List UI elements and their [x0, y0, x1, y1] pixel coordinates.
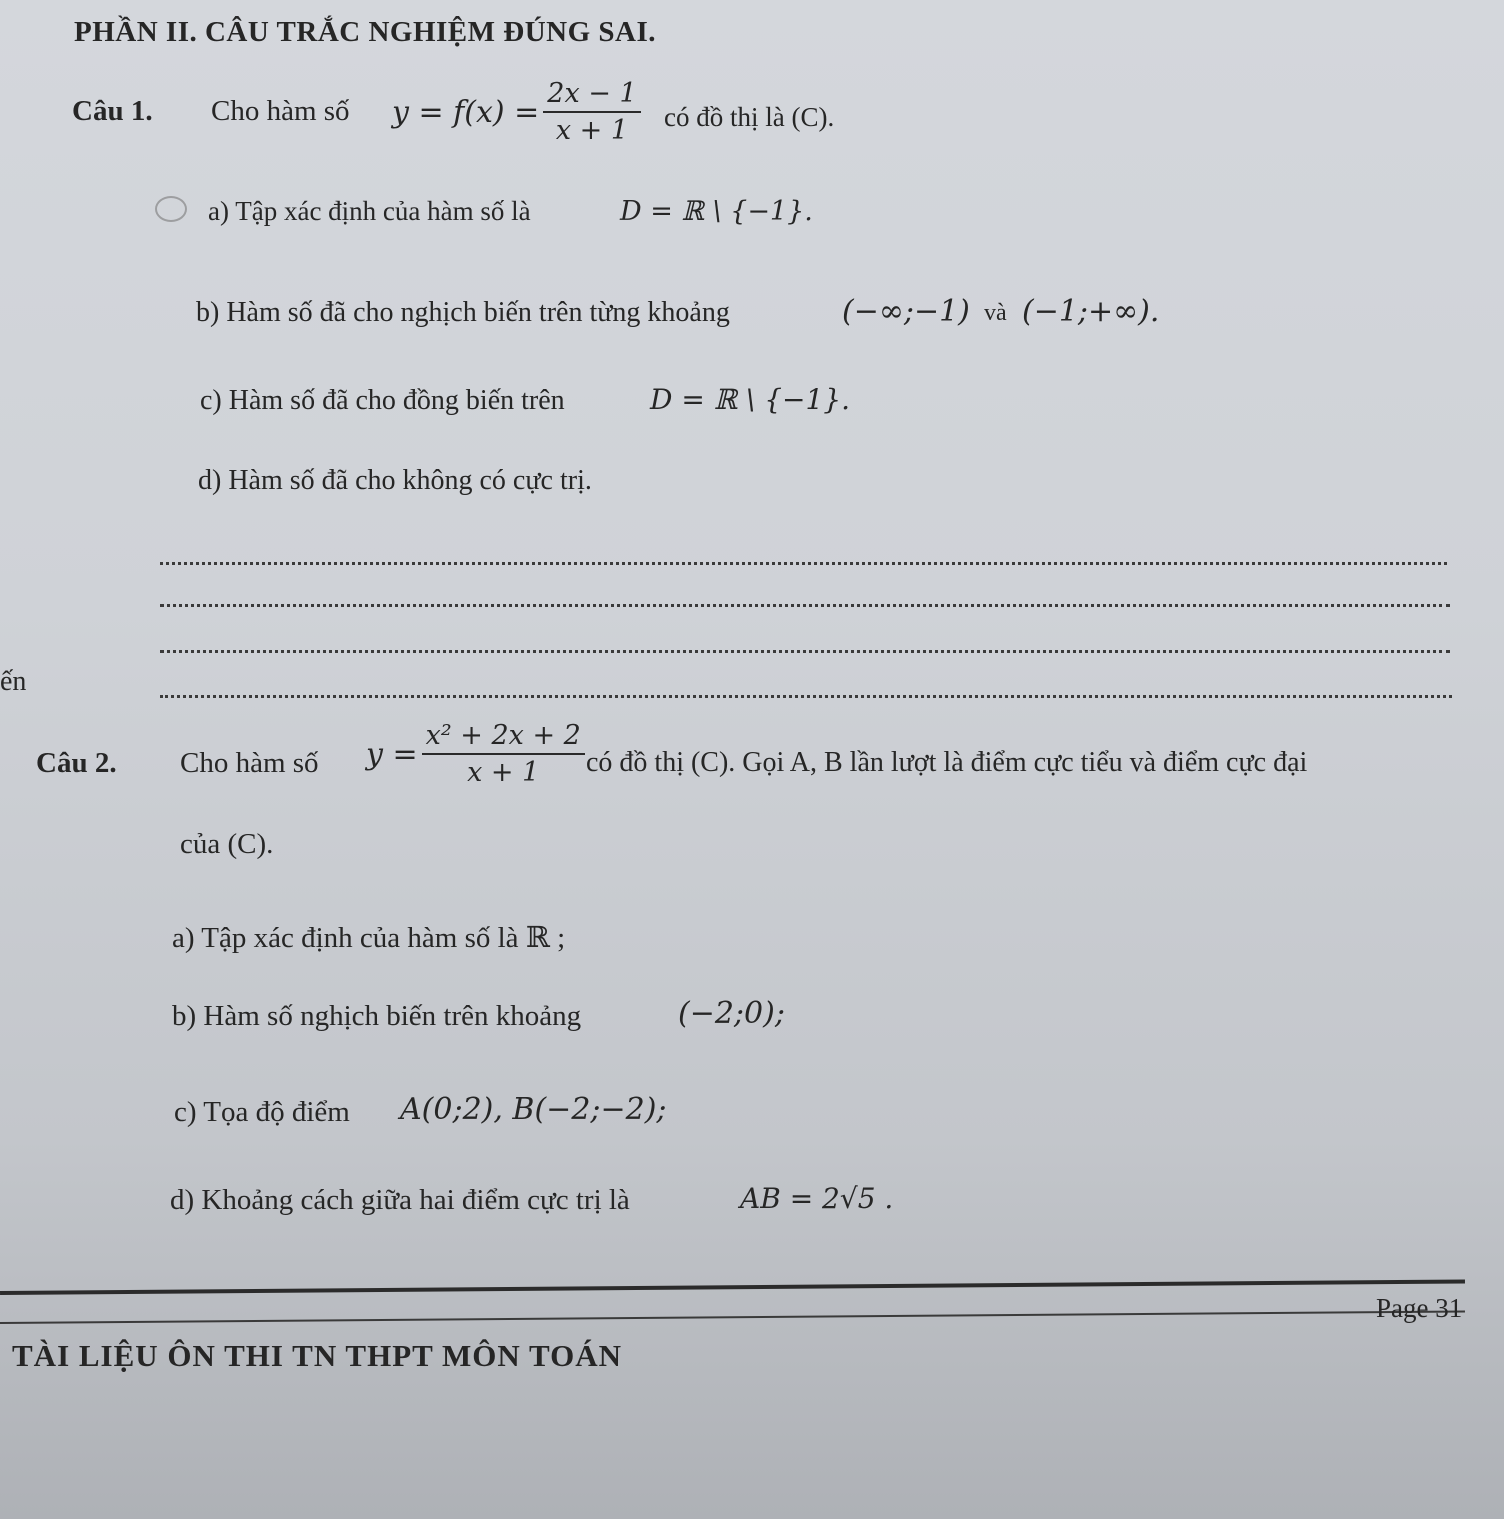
q1-option-c-text: c) Hàm số đã cho đồng biến trên: [200, 385, 565, 416]
q2-option-b-text: b) Hàm số nghịch biến trên khoảng: [172, 1000, 582, 1032]
q2-option-d-math: AB = 2√5 .: [740, 1182, 894, 1215]
question-2-function: [366, 720, 589, 788]
function-lhs: y =: [366, 736, 418, 772]
q2-option-c-math: A(0;2), B(−2;−2);: [400, 1092, 667, 1127]
answer-line-2: [160, 604, 1450, 607]
q1-option-b-and: và: [984, 300, 1007, 326]
fraction-numerator: x² + 2x + 2: [422, 720, 585, 755]
fraction-numerator: 2x − 1: [543, 78, 640, 113]
pen-mark: [155, 196, 187, 222]
q1-option-b-text: b) Hàm số đã cho nghịch biến trên từng khoảng: [196, 297, 730, 328]
footer-rule-thick: [0, 1279, 1465, 1295]
q2-option-d-text: d) Khoảng cách giữa hai điểm cực trị là: [170, 1184, 630, 1216]
function-fraction: [422, 720, 585, 788]
question-1-suffix: có đồ thị là (C).: [664, 102, 835, 132]
q1-option-b-interval-1: (−∞;−1): [842, 294, 970, 329]
fraction-denominator: x + 1: [555, 115, 629, 146]
question-1-intro: Cho hàm số: [211, 95, 350, 127]
q1-option-b-interval-2: (−1;+∞).: [1022, 294, 1160, 329]
page-number: Page 31: [1376, 1293, 1463, 1323]
q1-option-d-text: d) Hàm số đã cho không có cực trị.: [198, 465, 592, 496]
question-2-suffix: có đồ thị (C). Gọi A, B lần lượt là điểm cực tiểu và điểm cực đại: [586, 747, 1308, 778]
footer-title: TÀI LIỆU ÔN THI TN THPT MÔN TOÁN: [12, 1338, 622, 1373]
q2-option-a-text: a) Tập xác định của hàm số là ℝ ;: [172, 922, 566, 954]
function-fraction: [543, 78, 640, 146]
answer-line-1: [160, 562, 1447, 565]
answer-line-4: [160, 695, 1452, 698]
q1-option-a-text: a) Tập xác định của hàm số là: [208, 196, 531, 226]
q2-option-c-text: c) Tọa độ điểm: [174, 1096, 350, 1128]
question-2-intro: Cho hàm số: [180, 747, 319, 779]
question-1-label: Câu 1.: [72, 95, 153, 127]
question-2-label: Câu 2.: [36, 747, 117, 779]
function-lhs: y = f(x) =: [392, 94, 540, 130]
question-1-function: [392, 78, 645, 146]
q2-option-b-math: (−2;0);: [678, 996, 785, 1031]
q1-option-c-math: D = ℝ \ {−1}.: [650, 383, 851, 416]
q1-option-a-math: D = ℝ \ {−1}.: [620, 196, 813, 227]
footer-rule-thin: [0, 1310, 1465, 1324]
section-title: PHẦN II. CÂU TRẮC NGHIỆM ĐÚNG SAI.: [74, 16, 657, 48]
fraction-denominator: x + 1: [467, 757, 540, 788]
question-2-suffix-line-2: của (C).: [180, 828, 274, 860]
edge-fragment-text: ến: [0, 666, 27, 697]
answer-line-3: [160, 650, 1450, 653]
